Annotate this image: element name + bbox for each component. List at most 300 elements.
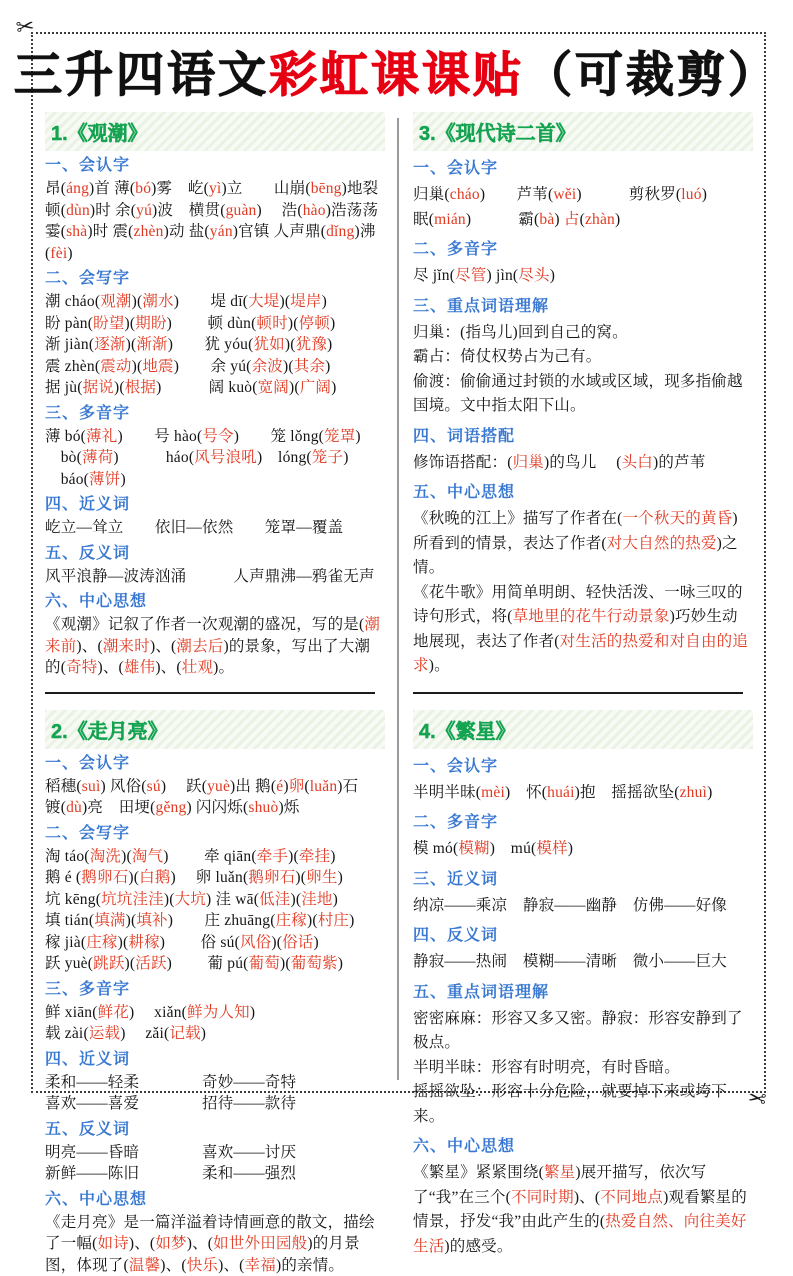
body-text: 半明半昧：形容有时明亮，有时昏暗。 bbox=[413, 1059, 680, 1076]
body-text: )所看到的情景，表达了作者( bbox=[413, 510, 738, 552]
body-text: 鹅 é ( bbox=[45, 869, 81, 886]
body-text: )的月景图，体现了( bbox=[45, 1235, 360, 1274]
highlight-text: 记载 bbox=[169, 1025, 200, 1042]
highlight-text: 根据 bbox=[125, 379, 156, 396]
subsection-heading: 五、中心思想 bbox=[413, 482, 753, 503]
section-divider bbox=[413, 692, 743, 694]
highlight-text: hào bbox=[303, 202, 326, 219]
body-text: 明亮——昏暗 喜欢——讨厌 bbox=[45, 1144, 296, 1161]
body-text: ) bbox=[550, 267, 555, 284]
highlight-text: 鹅卵石 bbox=[248, 869, 295, 886]
highlight-text: 淘洗 bbox=[90, 848, 121, 865]
highlight-text: 笼子 bbox=[312, 449, 343, 466]
body-text: ) mú( bbox=[490, 840, 537, 857]
body-text: ) bbox=[568, 840, 573, 857]
body-text: ) bbox=[554, 211, 563, 228]
body-text: )、( bbox=[574, 1189, 600, 1206]
body-text: ) lóng( bbox=[257, 449, 312, 466]
body-text: 《花牛歌》用简单明朗、轻快活泼、一咏三叹的诗句形式，将( bbox=[413, 584, 743, 626]
subsection-heading: 五、反义词 bbox=[45, 1119, 385, 1140]
text-line bbox=[45, 313, 385, 335]
text-line bbox=[45, 1093, 385, 1115]
highlight-text: zhèn bbox=[134, 223, 164, 240]
body-text: )观看繁星的情景，抒发“我”由此产生的( bbox=[413, 1189, 747, 1231]
column bbox=[413, 112, 753, 1080]
body-text: ) 号 hào( bbox=[117, 428, 202, 445]
body-text: 修饰语搭配：( bbox=[413, 454, 513, 471]
body-text: )、( bbox=[160, 1257, 186, 1274]
body-text: 渐 jiàn( bbox=[45, 336, 94, 353]
section bbox=[45, 710, 385, 1276]
body-text: )石 bbox=[337, 778, 358, 795]
body-text: ) 闪闪烁( bbox=[186, 799, 248, 816]
text-line bbox=[45, 867, 385, 889]
highlight-text: zhuì bbox=[680, 784, 708, 801]
highlight-text: 归巢 bbox=[513, 454, 544, 471]
highlight-text: 如诗 bbox=[97, 1235, 128, 1252]
body-text: 静寂——热闹 模糊——清晰 微小——巨大 bbox=[413, 953, 727, 970]
subsection-heading: 四、词语搭配 bbox=[413, 426, 753, 447]
highlight-text: dǐng bbox=[326, 223, 354, 240]
body-text: )、( bbox=[187, 1235, 213, 1252]
body-text: 摇摇欲坠：形容十分危险，就要掉下来或垮下来。 bbox=[413, 1083, 727, 1125]
highlight-text: 低洼 bbox=[259, 891, 290, 908]
highlight-text: 盼望 bbox=[93, 315, 124, 332]
highlight-text: 据说 bbox=[83, 379, 114, 396]
highlight-text: 葡萄 bbox=[249, 955, 280, 972]
highlight-text: 耕稼 bbox=[128, 934, 159, 951]
body-text: 薄 bó( bbox=[45, 428, 86, 445]
body-text: ) 牵 qiān( bbox=[163, 848, 256, 865]
section-heading: 2.《走月亮》 bbox=[45, 710, 385, 749]
highlight-text: dùn bbox=[66, 202, 90, 219]
highlight-text: 对生活的热爱和对自由的追求 bbox=[413, 633, 748, 675]
body-text: )的芦苇 bbox=[653, 454, 705, 471]
body-text: )之情。 bbox=[413, 535, 738, 577]
highlight-text: 快乐 bbox=[187, 1257, 218, 1274]
body-text: 归巢( bbox=[413, 186, 450, 203]
body-text: 《观潮》记叙了作者一次观潮的盛况，写的是( bbox=[45, 616, 364, 633]
subsection-heading: 一、会认字 bbox=[413, 756, 753, 777]
body-text: )( bbox=[118, 934, 129, 951]
body-text: 淘 táo( bbox=[45, 848, 90, 865]
body-text: ) bbox=[331, 379, 336, 396]
highlight-text: huái bbox=[547, 784, 575, 801]
text-line bbox=[45, 932, 385, 954]
highlight-text: sú bbox=[147, 778, 161, 795]
body-text: )出 鹅( bbox=[230, 778, 276, 795]
text-line bbox=[45, 1212, 385, 1276]
body-text: )地裂 bbox=[342, 180, 379, 197]
text-line bbox=[45, 221, 385, 264]
body-text: ) bbox=[283, 778, 288, 795]
text-line bbox=[45, 1002, 385, 1024]
section bbox=[45, 112, 385, 679]
body-text: )( bbox=[288, 315, 299, 332]
page-title bbox=[0, 36, 793, 105]
highlight-text: 风俗 bbox=[240, 934, 271, 951]
highlight-text: 尽管 bbox=[455, 267, 486, 284]
highlight-text: 繁星 bbox=[544, 1164, 575, 1181]
body-text: ) 卵 luǎn( bbox=[171, 869, 249, 886]
body-text: )( bbox=[288, 848, 299, 865]
highlight-text: 庄稼 bbox=[86, 934, 117, 951]
body-text: 偷渡：偷偷通过封锁的水域或区域，现多指偷越国境。文中指太阳下山。 bbox=[413, 373, 743, 415]
text-line bbox=[45, 426, 385, 448]
text-line bbox=[413, 264, 753, 289]
subsection-heading: 六、中心思想 bbox=[45, 1189, 385, 1210]
body-text: )。 bbox=[213, 659, 234, 676]
text-line bbox=[45, 356, 385, 378]
highlight-text: 俗话 bbox=[282, 934, 313, 951]
body-text: 鲜 xiān( bbox=[45, 1004, 98, 1021]
body-text: )的感受。 bbox=[444, 1238, 512, 1255]
highlight-text: suì bbox=[82, 778, 101, 795]
body-text: ) 葡 pú( bbox=[167, 955, 249, 972]
body-text: )( bbox=[114, 379, 125, 396]
body-text: 风平浪静—波涛汹涌 人声鼎沸—鸦雀无声 bbox=[45, 568, 375, 585]
body-text: )的鸟儿 ( bbox=[544, 454, 622, 471]
body-text: )首 薄( bbox=[89, 180, 135, 197]
body-text: )( bbox=[271, 934, 282, 951]
highlight-text: bó bbox=[135, 180, 151, 197]
body-text: )( bbox=[121, 848, 132, 865]
scissors-icon: ✂ bbox=[15, 15, 36, 39]
subsection-heading: 五、反义词 bbox=[45, 543, 385, 564]
body-text: )( bbox=[128, 869, 139, 886]
body-text: 震 zhèn( bbox=[45, 358, 100, 375]
body-text: 顿( bbox=[45, 202, 66, 219]
body-text: 《秋晚的江上》描写了作者在( bbox=[413, 510, 622, 527]
highlight-text: wěi bbox=[553, 186, 576, 203]
body-text: )( bbox=[125, 315, 136, 332]
body-text: )、( bbox=[155, 659, 181, 676]
body-text: )雾 屹( bbox=[151, 180, 209, 197]
text-line bbox=[413, 451, 753, 476]
body-text: ) jìn( bbox=[487, 267, 519, 284]
highlight-text: 运载 bbox=[89, 1025, 120, 1042]
text-line bbox=[45, 1163, 385, 1185]
highlight-text: 白鹅 bbox=[139, 869, 170, 886]
body-text: ) bbox=[313, 934, 318, 951]
highlight-text: 犹如 bbox=[253, 336, 284, 353]
body-text: ) 犹 yóu( bbox=[168, 336, 254, 353]
highlight-text: 渐渐 bbox=[136, 336, 167, 353]
body-text: )、( bbox=[76, 638, 102, 655]
body-text: )( bbox=[280, 293, 291, 310]
highlight-text: áng bbox=[66, 180, 89, 197]
body-text: )( bbox=[280, 955, 291, 972]
text-line bbox=[413, 1056, 753, 1081]
subsection-heading: 一、会认字 bbox=[413, 158, 753, 179]
body-text: ) bbox=[201, 1025, 206, 1042]
highlight-text: 奇特 bbox=[66, 659, 97, 676]
body-text: ) bbox=[615, 211, 620, 228]
highlight-text: 坑坑洼洼 bbox=[101, 891, 164, 908]
subsection-heading: 三、近义词 bbox=[413, 869, 753, 890]
subsection-heading: 三、重点词语理解 bbox=[413, 296, 753, 317]
highlight-text: 其余 bbox=[294, 358, 325, 375]
body-text: )时 震( bbox=[87, 223, 133, 240]
body-text: )展开描写，依次写了“我”在三个( bbox=[413, 1164, 706, 1206]
highlight-text: 期盼 bbox=[135, 315, 166, 332]
highlight-text: 卵生 bbox=[306, 869, 337, 886]
text-line bbox=[45, 1023, 385, 1045]
body-text: )( bbox=[126, 912, 137, 929]
body-text: )、( bbox=[218, 1257, 244, 1274]
highlight-text: zhàn bbox=[585, 211, 615, 228]
highlight-text: 热爱自然、向往美好生活 bbox=[413, 1213, 747, 1255]
text-line bbox=[45, 566, 385, 588]
text-line bbox=[45, 178, 385, 200]
subsection-heading: 四、反义词 bbox=[413, 925, 753, 946]
body-text: ) 堤 dī( bbox=[174, 293, 248, 310]
body-text: )、( bbox=[97, 659, 123, 676]
body-text: ( bbox=[304, 778, 309, 795]
title-suffix: （可裁剪） bbox=[524, 49, 779, 102]
body-text: bò( bbox=[45, 449, 82, 466]
body-text: )( bbox=[295, 869, 306, 886]
body-text: ) 俗 sú( bbox=[160, 934, 240, 951]
highlight-text: luǎn bbox=[310, 778, 338, 795]
body-text: 尽 jǐn( bbox=[413, 267, 455, 284]
highlight-text: 鲜花 bbox=[98, 1004, 129, 1021]
highlight-text: 如世外田园般 bbox=[213, 1235, 307, 1252]
highlight-text: 薄荷 bbox=[82, 449, 113, 466]
highlight-text: é bbox=[276, 778, 283, 795]
subsection-heading: 六、中心思想 bbox=[413, 1136, 753, 1157]
body-text: 霎( bbox=[45, 223, 66, 240]
highlight-text: 顿时 bbox=[257, 315, 288, 332]
body-text: 纳凉——乘凉 静寂——幽静 仿佛——好像 bbox=[413, 897, 727, 914]
body-text: ) 顿 dùn( bbox=[167, 315, 257, 332]
text-line bbox=[45, 953, 385, 975]
body-text: 《走月亮》是一篇洋溢着诗情画意的散文，描绘了一幅( bbox=[45, 1214, 375, 1253]
highlight-text: 潮来前 bbox=[45, 616, 380, 655]
highlight-text: 潮水 bbox=[142, 293, 173, 310]
highlight-text: 牵挂 bbox=[299, 848, 330, 865]
body-text: )烁 bbox=[278, 799, 299, 816]
body-text: ) bbox=[250, 1004, 255, 1021]
body-text: )亮 田埂( bbox=[82, 799, 156, 816]
highlight-text: mián bbox=[434, 211, 466, 228]
body-text: )( bbox=[164, 891, 175, 908]
highlight-text: 占 bbox=[564, 211, 580, 228]
highlight-text: 号令 bbox=[202, 428, 233, 445]
highlight-text: mèi bbox=[481, 784, 505, 801]
text-line bbox=[45, 1072, 385, 1094]
section bbox=[413, 710, 753, 1260]
body-text: ) bbox=[349, 912, 354, 929]
highlight-text: 填满 bbox=[94, 912, 125, 929]
body-text: ) bbox=[325, 358, 330, 375]
body-text: )立 山崩( bbox=[221, 180, 310, 197]
body-text: ) bbox=[327, 336, 332, 353]
body-text: 半明半昧( bbox=[413, 784, 481, 801]
highlight-text: 洼地 bbox=[301, 891, 332, 908]
highlight-text: 不同时期 bbox=[511, 1189, 574, 1206]
body-text: 眠( bbox=[413, 211, 434, 228]
highlight-text: bēng bbox=[311, 180, 342, 197]
highlight-text: fèi bbox=[50, 245, 67, 262]
body-text: ) 风俗( bbox=[100, 778, 146, 795]
body-text: ) 洼 wā( bbox=[206, 891, 259, 908]
body-text: ) 跃( bbox=[161, 778, 207, 795]
body-text: 柔和——轻柔 奇妙——奇特 bbox=[45, 1074, 296, 1091]
highlight-text: 模糊 bbox=[458, 840, 489, 857]
body-text: )( bbox=[285, 336, 296, 353]
highlight-text: 活跃 bbox=[135, 955, 166, 972]
body-text: )( bbox=[290, 891, 301, 908]
subsection-heading: 二、多音字 bbox=[413, 812, 753, 833]
body-text: )( bbox=[283, 358, 294, 375]
body-text: ) bbox=[338, 955, 343, 972]
body-text: )的景象，写出了大潮的( bbox=[45, 638, 370, 677]
text-line bbox=[413, 370, 753, 419]
section-divider bbox=[45, 692, 375, 694]
highlight-text: 鲜为人知 bbox=[187, 1004, 250, 1021]
body-text: 新鲜——陈旧 柔和——强烈 bbox=[45, 1165, 296, 1182]
text-line bbox=[413, 837, 753, 862]
highlight-text: 笼罩 bbox=[324, 428, 355, 445]
highlight-text: 壮观 bbox=[182, 659, 213, 676]
body-text: )。 bbox=[429, 657, 450, 674]
body-text: ) 霸( bbox=[466, 211, 540, 228]
highlight-text: 潮去后 bbox=[176, 638, 223, 655]
body-text: ) bbox=[120, 471, 125, 488]
highlight-text: gěng bbox=[156, 799, 187, 816]
body-text: ) bbox=[338, 869, 343, 886]
text-line bbox=[45, 377, 385, 399]
body-text: 坑 kēng( bbox=[45, 891, 101, 908]
subsection-heading: 二、会写字 bbox=[45, 268, 385, 289]
body-text: )、( bbox=[150, 638, 176, 655]
body-text: 跃 yuè( bbox=[45, 955, 93, 972]
body-text: 喜欢——喜爱 招待——款待 bbox=[45, 1095, 296, 1112]
body-text: 据 jù( bbox=[45, 379, 83, 396]
text-line bbox=[413, 1007, 753, 1056]
body-text: ) bbox=[330, 315, 335, 332]
subsection-heading: 一、会认字 bbox=[45, 753, 385, 774]
body-text: )( bbox=[289, 379, 300, 396]
title-black-part: 三升四语文 bbox=[14, 49, 269, 102]
body-text: 稻穗( bbox=[45, 778, 82, 795]
body-text: )动 盐( bbox=[164, 223, 210, 240]
body-text: )( bbox=[132, 293, 143, 310]
text-line bbox=[45, 200, 385, 222]
highlight-text: 薄礼 bbox=[86, 428, 117, 445]
body-text: 载 zài( bbox=[45, 1025, 89, 1042]
subsection-heading: 一、会认字 bbox=[45, 155, 385, 176]
highlight-text: 鹅卵石 bbox=[81, 869, 128, 886]
highlight-text: bà bbox=[539, 211, 554, 228]
body-text: ) bbox=[67, 245, 72, 262]
body-text: ) zǎi( bbox=[120, 1025, 169, 1042]
subsection-heading: 五、重点词语理解 bbox=[413, 982, 753, 1003]
title-red-part: 彩虹课课贴 bbox=[269, 49, 524, 102]
highlight-text: 淘气 bbox=[132, 848, 163, 865]
highlight-text: 村庄 bbox=[318, 912, 349, 929]
highlight-text: 大坑 bbox=[175, 891, 206, 908]
text-line bbox=[45, 910, 385, 932]
highlight-text: 不同地点 bbox=[600, 1189, 663, 1206]
subsection-heading: 四、近义词 bbox=[45, 494, 385, 515]
body-text: )沸( bbox=[45, 223, 376, 262]
highlight-text: 头白 bbox=[622, 454, 653, 471]
text-line bbox=[413, 1161, 753, 1259]
highlight-text: guàn bbox=[226, 202, 257, 219]
body-text: ) bbox=[343, 449, 348, 466]
highlight-text: luó bbox=[681, 186, 701, 203]
highlight-text: 尽头 bbox=[518, 267, 549, 284]
text-line bbox=[413, 321, 753, 346]
text-line bbox=[413, 894, 753, 919]
text-line bbox=[45, 1142, 385, 1164]
subsection-heading: 二、会写字 bbox=[45, 823, 385, 844]
highlight-text: 宽阔 bbox=[258, 379, 289, 396]
body-text: ) háo( bbox=[113, 449, 194, 466]
highlight-text: 地震 bbox=[142, 358, 173, 375]
body-text: )的亲情。 bbox=[276, 1257, 344, 1274]
highlight-text: 广阔 bbox=[300, 379, 331, 396]
subsection-heading: 四、近义词 bbox=[45, 1049, 385, 1070]
highlight-text: 草地里的花牛行动景象 bbox=[513, 608, 670, 625]
body-text: )抱 摇摇欲坠( bbox=[575, 784, 680, 801]
subsection-heading: 三、多音字 bbox=[45, 403, 385, 424]
text-line bbox=[413, 345, 753, 370]
text-line bbox=[45, 846, 385, 868]
body-text: ) 笼 lǒng( bbox=[234, 428, 324, 445]
body-text: ) 剪秋罗( bbox=[576, 186, 681, 203]
body-text: 《繁星》紧紧围绕( bbox=[413, 1164, 544, 1181]
text-line bbox=[413, 208, 753, 233]
body-text: )时 余( bbox=[90, 202, 136, 219]
text-line bbox=[45, 447, 385, 469]
highlight-text: dù bbox=[66, 799, 82, 816]
highlight-text: 牵手 bbox=[257, 848, 288, 865]
body-text: ) bbox=[355, 428, 360, 445]
body-text: 归巢：(指鸟儿)回到自己的窝。 bbox=[413, 324, 628, 341]
text-line bbox=[45, 469, 385, 491]
highlight-text: 雄伟 bbox=[124, 659, 155, 676]
section bbox=[413, 112, 753, 679]
highlight-text: 潮来时 bbox=[103, 638, 150, 655]
body-text: ) bbox=[333, 891, 338, 908]
highlight-text: 堤岸 bbox=[290, 293, 321, 310]
text-line bbox=[45, 291, 385, 313]
highlight-text: 如梦 bbox=[155, 1235, 186, 1252]
body-text: ) 芦苇( bbox=[480, 186, 554, 203]
body-text: ) 阔 kuò( bbox=[156, 379, 257, 396]
subsection-heading: 二、多音字 bbox=[413, 239, 753, 260]
text-line bbox=[413, 781, 753, 806]
body-text: )波 横贯( bbox=[152, 202, 226, 219]
highlight-text: 犹豫 bbox=[296, 336, 327, 353]
body-text: ) 庄 zhuāng( bbox=[168, 912, 276, 929]
subsection-heading: 六、中心思想 bbox=[45, 591, 385, 612]
highlight-text: shà bbox=[66, 223, 87, 240]
section-heading: 1.《观潮》 bbox=[45, 112, 385, 151]
body-text: )浩荡荡 bbox=[326, 202, 378, 219]
highlight-text: yuè bbox=[207, 778, 230, 795]
body-text: 屹立—耸立 依旧—依然 笼罩—覆盖 bbox=[45, 519, 343, 536]
body-text: ) bbox=[702, 186, 707, 203]
body-text: 潮 cháo( bbox=[45, 293, 100, 310]
column bbox=[45, 112, 385, 1080]
section-heading: 3.《现代诗二首》 bbox=[413, 112, 753, 151]
text-line bbox=[45, 614, 385, 679]
highlight-text: 温馨 bbox=[129, 1257, 160, 1274]
